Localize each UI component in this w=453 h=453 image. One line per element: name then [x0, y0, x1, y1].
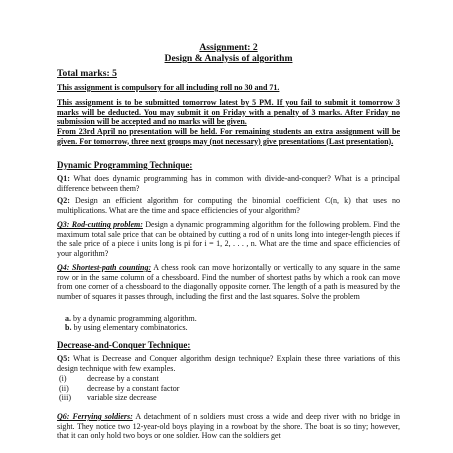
q5-item-number: (iii) [59, 393, 71, 402]
section-dynamic-programming-heading: Dynamic Programming Technique: [57, 160, 193, 170]
total-marks: Total marks: 5 [57, 68, 117, 79]
q5-variation-list [57, 374, 400, 403]
notice-presentation [57, 127, 400, 146]
assignment-title: Assignment: 2 [199, 42, 258, 53]
q3-text: Design a dynamic programming algorithm for the following problem. Find the maximum total sale price that can be obtained by cutting a rod of n units long into integer-length pieces if the sale price of a piece i units long is pi for i = 1, 2, . . . , n. What are the time and space efficiencies of your algorithm? [57, 220, 400, 258]
question-q1 [57, 174, 400, 193]
question-q2 [57, 196, 400, 215]
q1-label: Q1: [57, 174, 70, 183]
q2-text: Design an efficient algorithm for computing the binomial coefficient C(n, k) that uses no multiplications. What are the time and space efficiencies of your algorithm? [57, 196, 400, 215]
q6-label: Q6: Ferrying soldiers: [57, 412, 133, 421]
q4-text: A chess rook can move horizontally or vertically to any square in the same row or in the same column of a chessboard. Find the number of shortest paths by which a rook can move from one corner of a chessboard to the diagonally opposite corner. The length of a path is measured by the number of squares it passes through, including the first and the last squares. Solve the problem [57, 263, 401, 301]
q4-option-a-letter: a. [65, 314, 71, 323]
q5-variation-item [57, 393, 400, 403]
q5-item-number: (ii) [59, 383, 69, 393]
q5-item-text: decrease by a constant [87, 374, 159, 383]
question-q4 [57, 263, 400, 301]
notice-presentation-text: From 23rd April no presentation will be held. For remaining students an extra assignment will be given. For tomorrow, three next groups may (not necessary) give presentations (Last presentation). [57, 127, 400, 146]
q5-variation-item [57, 374, 400, 384]
q5-item-number: (i) [59, 374, 67, 383]
q5-label: Q5: [57, 354, 70, 363]
question-q6 [57, 412, 400, 441]
q5-text: What is Decrease and Conquer algorithm design technique? Explain these three variations of this design technique with few examples. [57, 354, 400, 373]
q5-item-text: decrease by a constant factor [87, 383, 180, 393]
q4-option-b-text: by using elementary combinatorics. [73, 323, 188, 332]
q4-option-b-letter: b. [65, 323, 72, 332]
q5-item-text: variable size decrease [87, 393, 157, 402]
q4-label: Q4: Shortest-path counting: [57, 263, 152, 272]
q5-variation-item [57, 384, 400, 394]
question-q3 [57, 220, 400, 258]
notice-deadline: This assignment is to be submitted tomorrow latest by 5 PM. If you fail to submit it tomorrow 3 marks will be deducted. You may submit it on Friday with a penalty of 3 marks. After Friday no submission will be accepted and no marks will be given. [57, 98, 400, 126]
section-decrease-conquer-heading: Decrease-and-Conquer Technique: [57, 340, 191, 350]
q6-text: A detachment of n soldiers must cross a wide and deep river with no bridge in sight. They notice two 12-year-old boys playing in a rowboat by the shore. The boat is so tiny; however, that it can only hold two boys or one soldier. How can the soldiers get [57, 412, 400, 440]
question-q5 [57, 354, 400, 373]
notice-compulsory: This assignment is compulsory for all including roll no 30 and 71. [57, 83, 280, 92]
q4-option-a-text: by a dynamic programming algorithm. [73, 314, 197, 323]
q3-label: Q3: Rod-cutting problem: [57, 220, 143, 229]
q2-label: Q2: [57, 196, 70, 205]
q1-text: What does dynamic programming has in common with divide-and-conquer? What is a principal difference between them? [57, 174, 400, 193]
assignment-subtitle: Design & Analysis of algorithm [164, 53, 293, 64]
q4-option-b [57, 323, 408, 333]
